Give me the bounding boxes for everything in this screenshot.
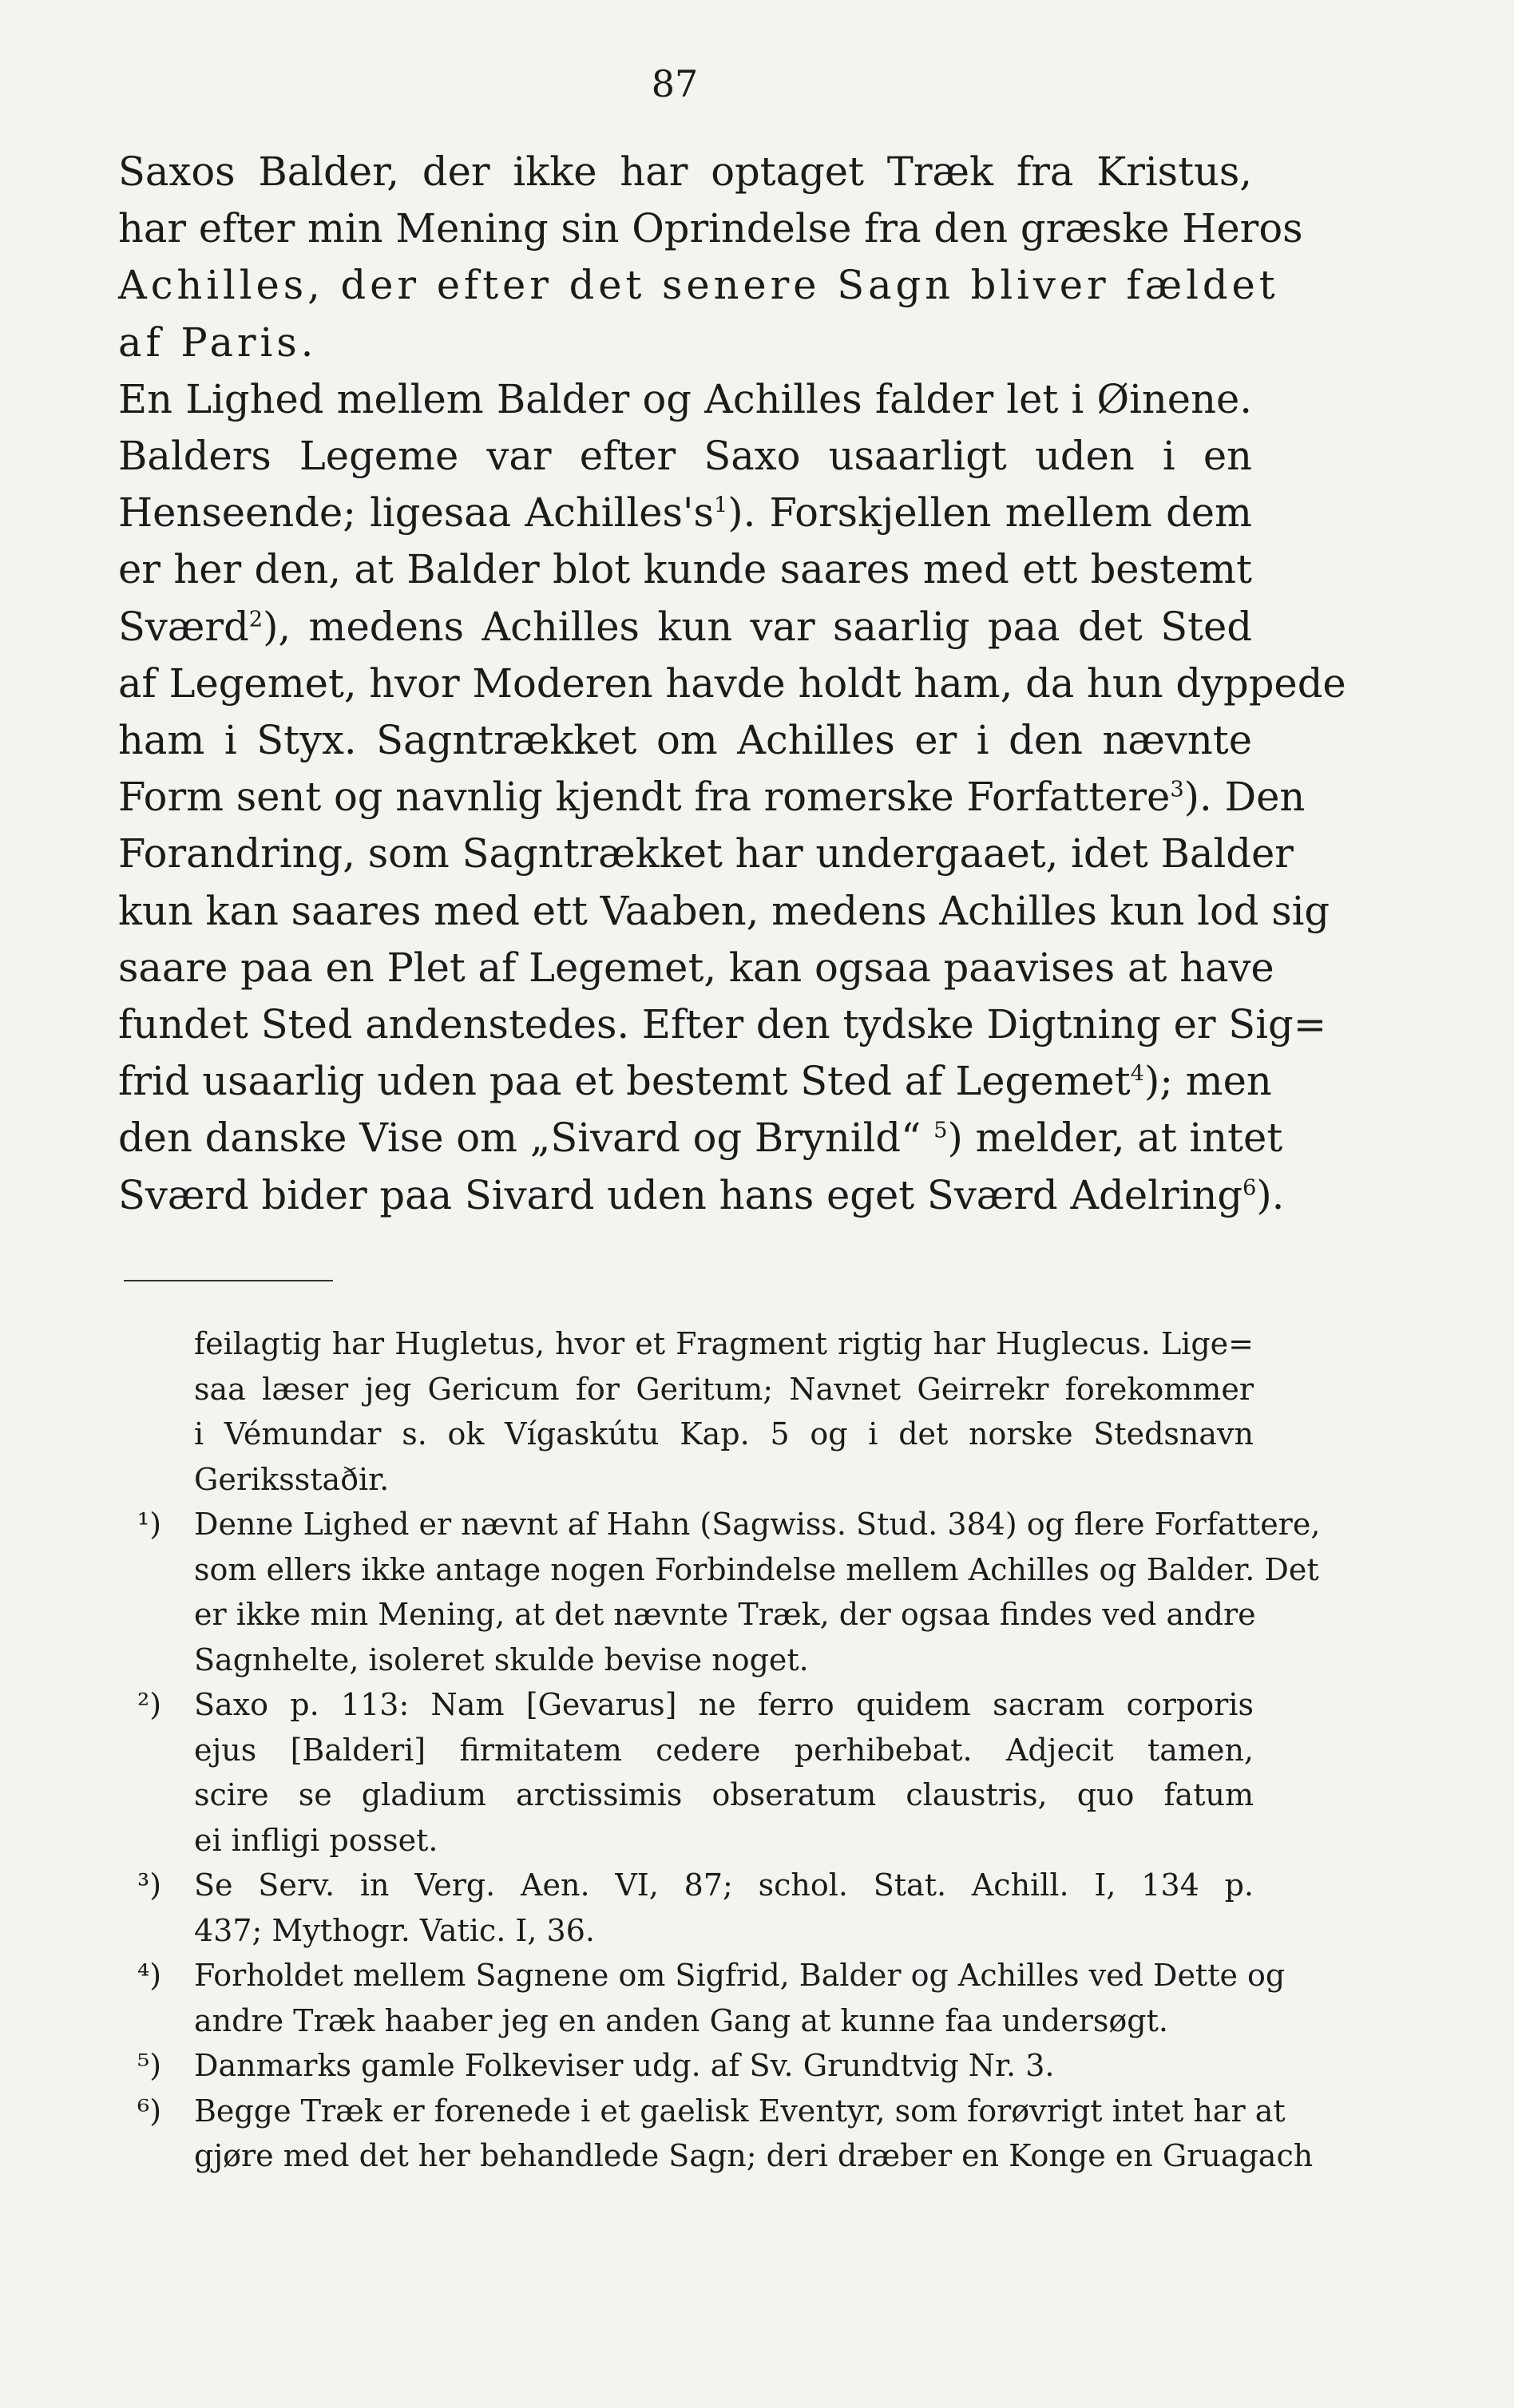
footnote-ref: 3 bbox=[1170, 777, 1184, 802]
text-line: af Legemet, hvor Moderen havde holdt ham, da hun dyppede bbox=[118, 659, 1346, 707]
text-line: saare paa en Plet af Legemet, kan ogsaa paavises at have bbox=[118, 944, 1274, 991]
text-segment: Henseende; ligesaa Achilles's bbox=[118, 489, 714, 537]
footnote bbox=[120, 1863, 1254, 1953]
footnote-line: andre Træk haaber jeg en anden Gang at kunne faa undersøgt. bbox=[194, 2002, 1168, 2038]
footnote-line: Saxo p. 113: Nam [Gevarus] ne ferro quidem sacram corporis bbox=[194, 1687, 1254, 1722]
text-segment: ), medens Achilles kun var saarlig paa det Sted bbox=[263, 603, 1252, 650]
footnote bbox=[120, 1953, 1286, 2043]
footnotes bbox=[120, 1321, 1321, 2179]
text-segment: Form sent og navnlig kjendt fra romerske Forfattere bbox=[118, 774, 1171, 821]
footnote-line: 437; Mythogr. Vatic. I, 36. bbox=[194, 1912, 595, 1948]
text-line: ham i Styx. Sagntrækket om Achilles er i den nævnte bbox=[118, 717, 1252, 764]
footnote-ref: 2 bbox=[248, 607, 264, 632]
footnote-line: er ikke min Mening, at det nævnte Træk, der ogsaa findes ved andre bbox=[194, 1597, 1256, 1632]
footnote-marker: ¹) bbox=[137, 1507, 162, 1542]
footnote-line: Begge Træk er forenede i et gaelisk Eventyr, som forøvrigt intet har at bbox=[194, 2093, 1286, 2129]
footnote-line: ei infligi posset. bbox=[194, 1822, 438, 1858]
footnote-rule bbox=[124, 1280, 333, 1281]
footnote-line: ejus [Balderi] firmitatem cedere perhibebat. Adjecit tamen, bbox=[194, 1732, 1254, 1768]
text-line: En Lighed mellem Balder og Achilles falder let i Øinene. bbox=[118, 375, 1252, 422]
text-line bbox=[118, 1053, 1272, 1110]
text-line: Achilles, der efter det senere Sagn bliver fældet bbox=[118, 262, 1279, 309]
footnote bbox=[120, 1682, 1254, 1863]
text-segment: ). Den bbox=[1183, 774, 1306, 821]
footnote-line: Se Serv. in Verg. Aen. VI, 87; schol. Stat. Achill. I, 134 p. bbox=[194, 1867, 1254, 1903]
text-segment: ); men bbox=[1143, 1058, 1272, 1105]
footnote-line: gjøre med det her behandlede Sagn; deri dræber en Konge en Gruagach bbox=[194, 2138, 1314, 2173]
footnote-line: i Vémundar s. ok Vígaskútu Kap. 5 og i det norske Stedsnavn bbox=[194, 1416, 1254, 1452]
text-segment: Sværd bbox=[118, 603, 249, 650]
text-line: Forandring, som Sagntrækket har undergaaet, idet Balder bbox=[118, 830, 1294, 877]
main-text bbox=[118, 144, 1346, 1224]
text-segment: Sværd bider paa Sivard uden hans eget Sværd Adelring bbox=[118, 1171, 1243, 1218]
footnote-line: som ellers ikke antage nogen Forbindelse mellem Achilles og Balder. Det bbox=[194, 1551, 1319, 1587]
footnote-ref: 4 bbox=[1130, 1061, 1144, 1087]
text-line bbox=[118, 1110, 1283, 1166]
footnote-line: scire se gladium arctissimis obseratum claustris, quo fatum bbox=[194, 1777, 1254, 1812]
footnote-marker: ²) bbox=[137, 1687, 162, 1722]
page-number: 87 bbox=[651, 62, 699, 105]
text-line: kun kan saares med ett Vaaben, medens Achilles kun lod sig bbox=[118, 887, 1330, 934]
footnote-line: Sagnhelte, isoleret skulde bevise noget. bbox=[194, 1642, 809, 1677]
footnote-line: Denne Lighed er nævnt af Hahn (Sagwiss. Stud. 384) og flere Forfattere, bbox=[194, 1507, 1321, 1542]
text-segment: ) melder, at intet bbox=[947, 1115, 1283, 1162]
footnote-continuation bbox=[120, 1321, 1254, 1502]
text-line: Saxos Balder, der ikke har optaget Træk fra Kristus, bbox=[118, 149, 1252, 195]
text-line bbox=[118, 769, 1306, 826]
text-line: har efter min Mening sin Oprindelse fra den græske Heros bbox=[118, 205, 1303, 252]
text-segment: den danske Vise om „Sivard og Brynild“ bbox=[118, 1115, 921, 1162]
footnote-line: Forholdet mellem Sagnene om Sigfrid, Balder og Achilles ved Dette og bbox=[194, 1958, 1286, 1993]
footnote-line: Geriksstaðir. bbox=[194, 1461, 390, 1497]
text-line: Balders Legeme var efter Saxo usaarligt uden i en bbox=[118, 433, 1252, 480]
footnote-marker: ³) bbox=[137, 1867, 162, 1903]
text-segment: ). bbox=[1256, 1171, 1285, 1218]
footnote bbox=[120, 2089, 1314, 2179]
footnote bbox=[120, 2043, 1254, 2089]
footnote-marker: ⁴) bbox=[137, 1958, 162, 1993]
footnote-line: feilagtig har Hugletus, hvor et Fragment rigtig har Huglecus. Lige= bbox=[194, 1326, 1254, 1361]
text-line: af Paris. bbox=[118, 319, 318, 366]
footnote-line: Danmarks gamle Folkeviser udg. af Sv. Grundtvig Nr. 3. bbox=[194, 2048, 1055, 2083]
text-line bbox=[118, 485, 1252, 541]
footnote-marker: ⁶) bbox=[137, 2093, 162, 2129]
text-line bbox=[118, 1167, 1285, 1224]
text-segment: ). Forskjellen mellem dem bbox=[727, 489, 1252, 537]
text-line bbox=[118, 599, 1252, 655]
text-line: er her den, at Balder blot kunde saares med ett bestemt bbox=[118, 546, 1252, 593]
footnote-line: saa læser jeg Gericum for Geritum; Navnet Geirrekr forekommer bbox=[194, 1371, 1254, 1407]
text-line: fundet Sted andenstedes. Efter den tydske Digtning er Sig= bbox=[118, 1001, 1327, 1048]
footnote-ref: 5 bbox=[933, 1118, 948, 1143]
footnote bbox=[120, 1502, 1321, 1682]
footnote-ref: 6 bbox=[1243, 1175, 1257, 1201]
text-segment: frid usaarlig uden paa et bestemt Sted af Legemet bbox=[118, 1058, 1131, 1105]
footnote-ref: 1 bbox=[713, 493, 728, 518]
footnote-marker: ⁵) bbox=[137, 2048, 162, 2083]
